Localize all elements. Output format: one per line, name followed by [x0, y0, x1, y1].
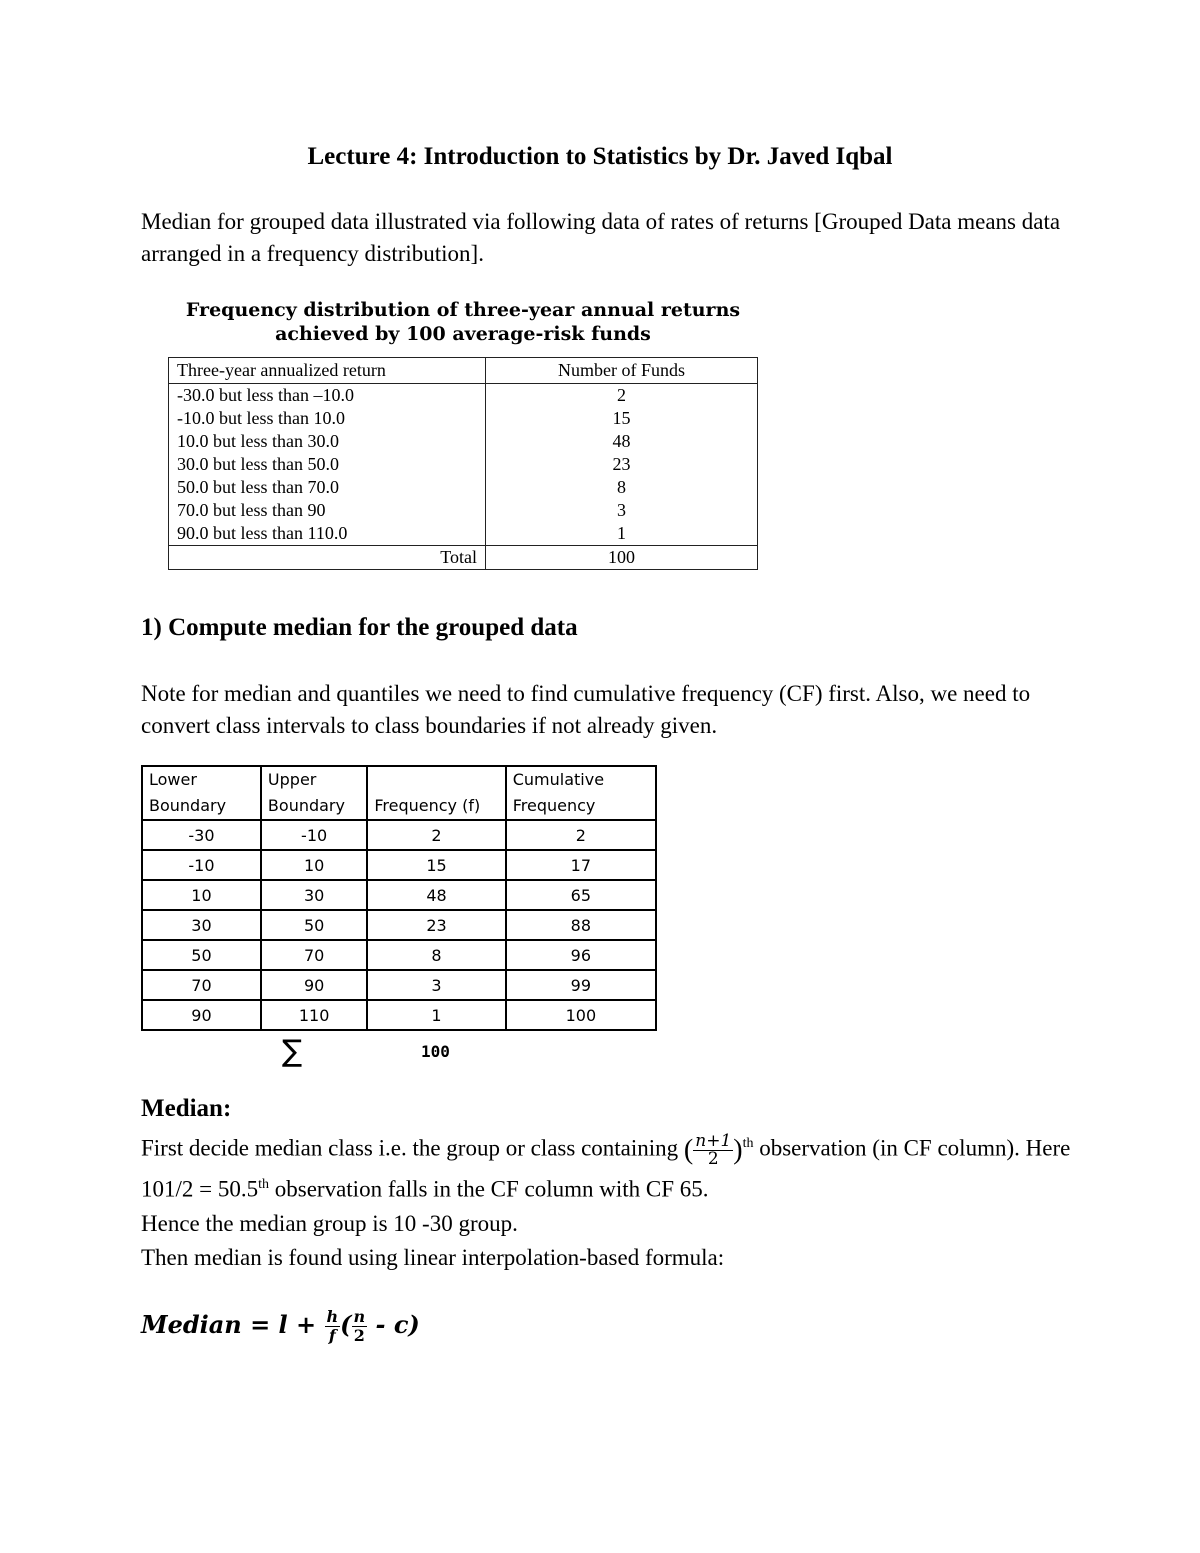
table-row: [142, 970, 656, 1000]
return-range-cell: 50.0 but less than 70.0: [169, 476, 486, 499]
figure-caption-line1: Frequency distribution of three-year annual returns: [185, 299, 741, 321]
lower-boundary-cell: 50: [142, 940, 261, 970]
cumulative-frequency-cell: 88: [506, 910, 656, 940]
median-formula: Median = l + $\frac{h}{f}$ ( $\frac{n}{2}$ - c): [141, 1307, 420, 1345]
section-heading-compute-median: 1) Compute median for the grouped data: [141, 614, 578, 641]
table-row: [142, 850, 656, 880]
header-lower-boundary: Lower Boundary: [142, 766, 261, 820]
lower-boundary-cell: 70: [142, 970, 261, 1000]
return-range-cell: 10.0 but less than 30.0: [169, 430, 486, 453]
cf-table-body: [142, 820, 656, 1030]
fraction-n-plus-1-over-2: $\frac{n+1}{2}$: [695, 1130, 732, 1169]
median-explanation: First decide median class i.e. the group or class containing ( $\frac{n+1}{2}$ )$^{th}$ observation (in CF column). Here 101/2 = 50.5th observation falls in the CF column with CF 65. Hence the median group is 10 -30 group. Then median is found using linear interpolation-based formula:: [141, 1130, 1071, 1270]
header-upper-boundary: Upper Boundary: [261, 766, 367, 820]
cumulative-frequency-cell: 2: [506, 820, 656, 850]
table-row: [169, 430, 758, 453]
sum-value: 100: [421, 1042, 450, 1061]
return-range-cell: 30.0 but less than 50.0: [169, 453, 486, 476]
frequency-cell: 15: [367, 850, 505, 880]
upper-boundary-cell: 70: [261, 940, 367, 970]
header-funds: Number of Funds: [486, 358, 758, 384]
figure-caption: [168, 298, 758, 346]
lower-boundary-cell: -30: [142, 820, 261, 850]
intro-paragraph: Median for grouped data illustrated via following data of rates of returns [Grouped Data means data arranged in a frequency distribution].: [141, 209, 1061, 266]
upper-boundary-cell: 110: [261, 1000, 367, 1030]
upper-boundary-cell: -10: [261, 820, 367, 850]
return-range-cell: -10.0 but less than 10.0: [169, 407, 486, 430]
frequency-distribution-table: [168, 357, 758, 570]
funds-count-cell: 23: [612, 454, 631, 474]
return-range-cell: 70.0 but less than 90: [169, 499, 486, 522]
table-row: [169, 522, 758, 546]
fraction-h-over-f: $\frac{h}{f}$: [326, 1307, 339, 1345]
table-row: [142, 910, 656, 940]
funds-count-cell: 2: [617, 385, 626, 405]
sigma-icon: ∑: [282, 1034, 303, 1069]
cumulative-frequency-cell: 99: [506, 970, 656, 1000]
cumulative-frequency-cell: 96: [506, 940, 656, 970]
cumulative-frequency-table: [141, 765, 657, 1031]
cumulative-frequency-cell: 17: [506, 850, 656, 880]
upper-boundary-cell: 50: [261, 910, 367, 940]
median-group-line: Hence the median group is 10 -30 group.: [141, 1210, 518, 1236]
frequency-cell: 3: [367, 970, 505, 1000]
frequency-table-body: [169, 384, 758, 570]
table-row: [142, 1000, 656, 1030]
frequency-cell: 48: [367, 880, 505, 910]
frequency-cell: 2: [367, 820, 505, 850]
lower-boundary-cell: 10: [142, 880, 261, 910]
return-range-cell: 90.0 but less than 110.0: [169, 522, 486, 546]
table-header-row: [142, 766, 656, 820]
return-range-cell: -30.0 but less than –10.0: [169, 384, 486, 408]
lower-boundary-cell: 90: [142, 1000, 261, 1030]
table-row: [142, 820, 656, 850]
total-value: 100: [486, 546, 758, 570]
header-return: Three-year annualized return: [169, 358, 486, 384]
funds-count-cell: 15: [612, 408, 631, 428]
cumulative-frequency-cell: 65: [506, 880, 656, 910]
interpolation-line: Then median is found using linear interpolation-based formula:: [141, 1244, 725, 1270]
lower-boundary-cell: -10: [142, 850, 261, 880]
table-row: [142, 940, 656, 970]
funds-count-cell: 1: [617, 523, 626, 543]
median-heading: Median:: [141, 1095, 232, 1122]
header-frequency: Frequency (f): [367, 766, 505, 820]
table-row: [169, 476, 758, 499]
header-cumulative-frequency: Cumulative Frequency: [506, 766, 656, 820]
upper-boundary-cell: 10: [261, 850, 367, 880]
funds-count-cell: 8: [617, 477, 626, 497]
total-label: Total: [169, 546, 486, 570]
frequency-cell: 1: [367, 1000, 505, 1030]
lower-boundary-cell: 30: [142, 910, 261, 940]
total-row: [169, 546, 758, 570]
table-header-row: [169, 358, 758, 384]
upper-boundary-cell: 30: [261, 880, 367, 910]
table-row: [169, 453, 758, 476]
cumulative-frequency-cell: 100: [506, 1000, 656, 1030]
funds-count-cell: 48: [612, 431, 631, 451]
funds-count-cell: 3: [617, 500, 626, 520]
frequency-cell: 8: [367, 940, 505, 970]
fraction-n-over-2: $\frac{n}{2}$: [353, 1307, 366, 1345]
frequency-cell: 23: [367, 910, 505, 940]
upper-boundary-cell: 90: [261, 970, 367, 1000]
note-paragraph: Note for median and quantiles we need to find cumulative frequency (CF) first. Also, we need to convert class intervals to class boundaries if not already given.: [141, 681, 1031, 738]
page-title: Lecture 4: Introduction to Statistics by Dr. Javed Iqbal: [307, 143, 893, 170]
table-row: [169, 407, 758, 430]
table-row: [169, 384, 758, 408]
table-row: [169, 499, 758, 522]
table-row: [142, 880, 656, 910]
figure-caption-line2: achieved by 100 average-risk funds: [275, 323, 651, 345]
